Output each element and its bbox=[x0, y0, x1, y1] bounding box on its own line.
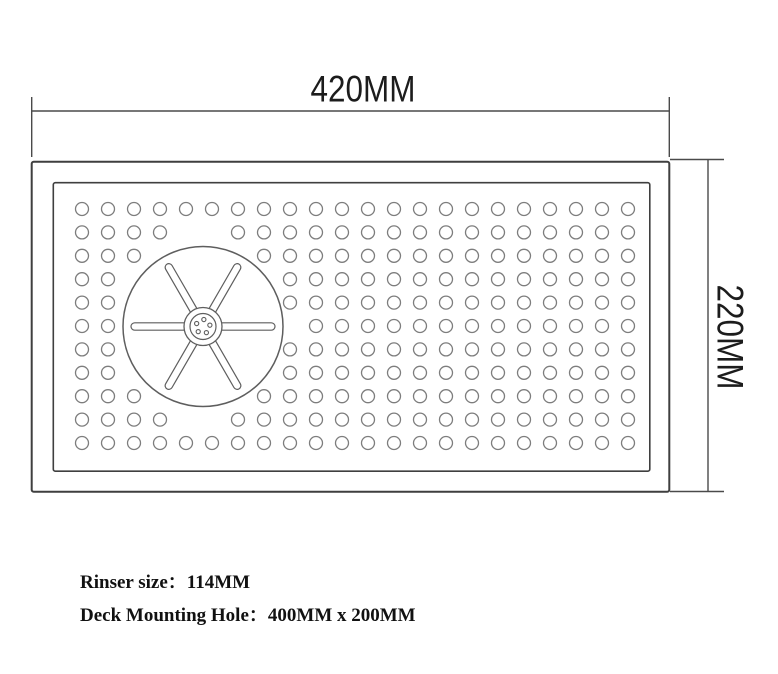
drain-hole bbox=[492, 320, 505, 333]
drain-hole bbox=[570, 343, 583, 356]
drain-hole bbox=[310, 437, 323, 450]
drain-hole bbox=[414, 390, 427, 403]
drain-hole bbox=[76, 320, 89, 333]
drain-hole bbox=[466, 249, 479, 262]
drain-hole bbox=[414, 343, 427, 356]
drain-hole bbox=[232, 226, 245, 239]
drain-hole bbox=[518, 203, 531, 216]
drain-hole bbox=[518, 226, 531, 239]
drain-hole bbox=[388, 320, 401, 333]
drain-hole bbox=[466, 273, 479, 286]
drain-hole bbox=[76, 296, 89, 309]
drain-hole bbox=[544, 320, 557, 333]
drain-hole bbox=[388, 273, 401, 286]
drain-hole bbox=[336, 203, 349, 216]
drain-hole bbox=[466, 390, 479, 403]
drain-hole bbox=[310, 390, 323, 403]
drain-hole bbox=[518, 320, 531, 333]
drain-hole bbox=[622, 366, 635, 379]
drain-hole bbox=[596, 249, 609, 262]
rinser-spoke bbox=[219, 323, 275, 330]
drain-hole bbox=[310, 343, 323, 356]
drain-hole bbox=[128, 226, 141, 239]
drain-hole bbox=[570, 203, 583, 216]
drain-hole bbox=[544, 437, 557, 450]
drain-hole bbox=[414, 366, 427, 379]
drain-hole bbox=[466, 203, 479, 216]
drain-hole bbox=[414, 226, 427, 239]
drain-hole bbox=[414, 437, 427, 450]
drain-hole bbox=[76, 273, 89, 286]
drain-hole bbox=[128, 203, 141, 216]
drain-hole bbox=[310, 273, 323, 286]
drain-hole bbox=[154, 203, 167, 216]
drain-hole bbox=[232, 203, 245, 216]
drain-hole bbox=[466, 437, 479, 450]
drain-hole bbox=[622, 273, 635, 286]
drain-hole bbox=[544, 296, 557, 309]
drain-hole bbox=[492, 273, 505, 286]
drain-hole bbox=[492, 296, 505, 309]
drain-hole bbox=[258, 413, 271, 426]
drain-hole bbox=[310, 203, 323, 216]
drain-hole bbox=[76, 390, 89, 403]
drain-hole bbox=[544, 203, 557, 216]
drain-hole bbox=[362, 203, 375, 216]
drain-hole bbox=[284, 226, 297, 239]
drain-hole bbox=[336, 296, 349, 309]
drain-hole bbox=[336, 343, 349, 356]
drain-hole bbox=[492, 343, 505, 356]
drain-hole bbox=[414, 320, 427, 333]
drain-hole bbox=[232, 437, 245, 450]
drain-hole bbox=[310, 413, 323, 426]
drain-hole bbox=[336, 413, 349, 426]
drain-hole bbox=[544, 413, 557, 426]
drain-hole bbox=[466, 320, 479, 333]
drain-hole bbox=[336, 320, 349, 333]
drain-hole bbox=[128, 249, 141, 262]
drain-hole bbox=[284, 366, 297, 379]
drain-hole bbox=[102, 390, 115, 403]
drain-hole bbox=[76, 413, 89, 426]
drain-hole bbox=[518, 273, 531, 286]
drain-hole bbox=[466, 343, 479, 356]
drain-hole bbox=[596, 226, 609, 239]
drain-hole bbox=[414, 413, 427, 426]
drain-hole bbox=[284, 413, 297, 426]
drain-hole bbox=[128, 413, 141, 426]
drain-hole bbox=[388, 390, 401, 403]
width-dimension-label: 420MM bbox=[310, 68, 416, 110]
drain-hole bbox=[414, 273, 427, 286]
drain-hole bbox=[232, 413, 245, 426]
drain-hole bbox=[102, 296, 115, 309]
drain-hole bbox=[570, 413, 583, 426]
drain-hole bbox=[284, 273, 297, 286]
drain-hole bbox=[284, 249, 297, 262]
drain-hole bbox=[570, 296, 583, 309]
drain-hole bbox=[440, 366, 453, 379]
drain-hole bbox=[154, 413, 167, 426]
drain-hole bbox=[440, 437, 453, 450]
drain-hole bbox=[570, 226, 583, 239]
drain-hole bbox=[102, 249, 115, 262]
drain-hole bbox=[440, 390, 453, 403]
drain-hole bbox=[310, 296, 323, 309]
drain-hole bbox=[570, 320, 583, 333]
drain-hole bbox=[570, 437, 583, 450]
drain-hole bbox=[388, 437, 401, 450]
drain-hole bbox=[544, 226, 557, 239]
drain-hole bbox=[596, 296, 609, 309]
drain-hole bbox=[362, 226, 375, 239]
drain-hole bbox=[622, 413, 635, 426]
drain-hole bbox=[440, 273, 453, 286]
drain-hole bbox=[570, 390, 583, 403]
drain-hole bbox=[596, 366, 609, 379]
drain-hole bbox=[102, 226, 115, 239]
drain-hole bbox=[622, 249, 635, 262]
drain-hole bbox=[362, 296, 375, 309]
drain-hole bbox=[310, 320, 323, 333]
drain-hole bbox=[284, 437, 297, 450]
drain-hole bbox=[466, 296, 479, 309]
drain-hole bbox=[310, 366, 323, 379]
drain-hole bbox=[180, 437, 193, 450]
drain-hole bbox=[76, 366, 89, 379]
drain-hole bbox=[622, 343, 635, 356]
note-rinser-size: Rinser size：114MM bbox=[80, 572, 251, 593]
drain-hole bbox=[102, 320, 115, 333]
drain-hole bbox=[388, 226, 401, 239]
drain-hole bbox=[362, 366, 375, 379]
drain-hole bbox=[76, 249, 89, 262]
drain-hole bbox=[102, 273, 115, 286]
drain-hole bbox=[154, 437, 167, 450]
drain-hole bbox=[518, 249, 531, 262]
drain-hole bbox=[518, 366, 531, 379]
drain-hole bbox=[362, 413, 375, 426]
drain-hole bbox=[622, 390, 635, 403]
drain-hole bbox=[102, 366, 115, 379]
drain-hole bbox=[336, 273, 349, 286]
drain-hole bbox=[388, 296, 401, 309]
drain-hole bbox=[544, 390, 557, 403]
drain-hole bbox=[206, 203, 219, 216]
drain-hole bbox=[284, 203, 297, 216]
drain-hole bbox=[570, 249, 583, 262]
drain-hole bbox=[388, 249, 401, 262]
drain-hole bbox=[518, 437, 531, 450]
drain-hole bbox=[596, 413, 609, 426]
drain-hole bbox=[440, 343, 453, 356]
drain-hole bbox=[492, 413, 505, 426]
drain-hole bbox=[102, 343, 115, 356]
drain-hole bbox=[622, 437, 635, 450]
drain-hole bbox=[414, 203, 427, 216]
drain-hole bbox=[440, 203, 453, 216]
drain-hole bbox=[362, 320, 375, 333]
drain-hole bbox=[440, 296, 453, 309]
drain-hole bbox=[388, 203, 401, 216]
drain-hole bbox=[492, 249, 505, 262]
rinser-spoke bbox=[131, 323, 187, 330]
drain-hole bbox=[596, 343, 609, 356]
drain-hole bbox=[544, 249, 557, 262]
drain-hole bbox=[596, 437, 609, 450]
drain-hole bbox=[596, 273, 609, 286]
drain-hole bbox=[76, 343, 89, 356]
drain-hole bbox=[622, 203, 635, 216]
drain-hole bbox=[544, 273, 557, 286]
drain-hole bbox=[544, 343, 557, 356]
drain-hole bbox=[596, 390, 609, 403]
drain-hole bbox=[128, 390, 141, 403]
drain-hole bbox=[622, 296, 635, 309]
drain-hole bbox=[440, 226, 453, 239]
drain-hole bbox=[76, 203, 89, 216]
drain-hole bbox=[518, 343, 531, 356]
drain-hole bbox=[544, 366, 557, 379]
drain-hole bbox=[362, 390, 375, 403]
drain-hole bbox=[336, 390, 349, 403]
drain-hole bbox=[388, 366, 401, 379]
drain-hole bbox=[414, 249, 427, 262]
drain-hole bbox=[466, 413, 479, 426]
drain-hole bbox=[466, 226, 479, 239]
drain-hole bbox=[258, 203, 271, 216]
drain-hole bbox=[388, 413, 401, 426]
drain-hole bbox=[102, 203, 115, 216]
drain-hole bbox=[388, 343, 401, 356]
drain-hole bbox=[154, 226, 167, 239]
drain-hole bbox=[310, 226, 323, 239]
drain-hole bbox=[518, 413, 531, 426]
drain-hole bbox=[492, 437, 505, 450]
drain-hole bbox=[518, 390, 531, 403]
drain-hole bbox=[336, 249, 349, 262]
drain-hole bbox=[128, 437, 141, 450]
drain-hole bbox=[518, 296, 531, 309]
drain-hole bbox=[622, 320, 635, 333]
drain-hole bbox=[440, 320, 453, 333]
drain-hole bbox=[336, 226, 349, 239]
drain-hole bbox=[284, 296, 297, 309]
drain-hole bbox=[414, 296, 427, 309]
drain-hole bbox=[492, 226, 505, 239]
drain-hole bbox=[570, 273, 583, 286]
drain-hole bbox=[362, 437, 375, 450]
drain-hole bbox=[466, 366, 479, 379]
drain-hole bbox=[596, 320, 609, 333]
drain-hole bbox=[622, 226, 635, 239]
drain-hole bbox=[336, 437, 349, 450]
note-deck-mounting-hole: Deck Mounting Hole：400MM x 200MM bbox=[80, 605, 416, 626]
drain-hole bbox=[284, 390, 297, 403]
drain-hole bbox=[258, 390, 271, 403]
drain-hole bbox=[492, 203, 505, 216]
drain-hole bbox=[284, 343, 297, 356]
drain-hole bbox=[258, 437, 271, 450]
drain-hole bbox=[596, 203, 609, 216]
drain-hole bbox=[102, 437, 115, 450]
drain-hole bbox=[310, 249, 323, 262]
drain-hole bbox=[76, 437, 89, 450]
drain-hole bbox=[440, 413, 453, 426]
drain-hole bbox=[362, 273, 375, 286]
drain-hole bbox=[492, 390, 505, 403]
drain-hole bbox=[258, 249, 271, 262]
drain-hole bbox=[336, 366, 349, 379]
drain-hole bbox=[76, 226, 89, 239]
drain-hole bbox=[102, 413, 115, 426]
height-dimension-label: 220MM bbox=[709, 284, 751, 390]
drain-hole bbox=[570, 366, 583, 379]
drain-hole bbox=[362, 249, 375, 262]
drain-hole bbox=[440, 249, 453, 262]
drain-hole bbox=[258, 226, 271, 239]
drain-hole bbox=[206, 437, 219, 450]
drain-hole bbox=[180, 203, 193, 216]
drain-hole bbox=[362, 343, 375, 356]
drain-hole bbox=[492, 366, 505, 379]
